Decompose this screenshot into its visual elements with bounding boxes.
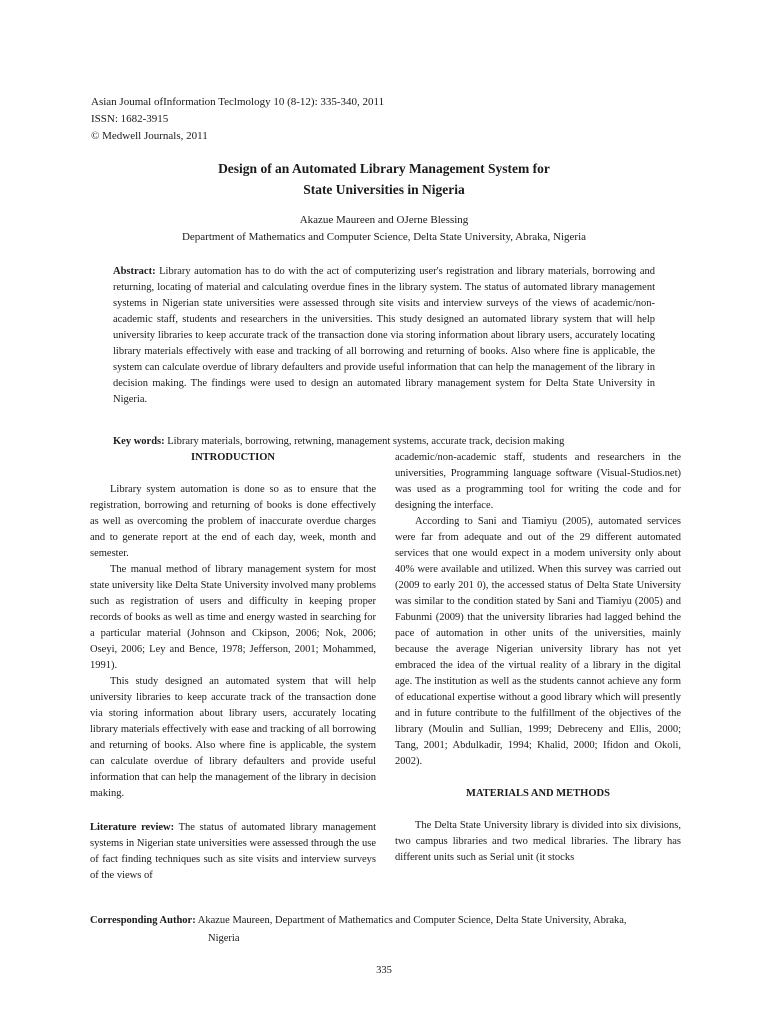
- corresponding-author-text-2: Nigeria: [208, 933, 240, 944]
- literature-review-text: The status of automated library management systems in Nigerian state universities were assessed through the use of fact finding techniques such as site visits and interview surveys of the views of: [90, 822, 377, 881]
- intro-paragraph-1: Library system automation is done so as to ensure that the registration, borrowing and returning of books is done effectively as well as overcoming the problem of inaccurate overdue charges and to generate report at the end of each day, week, month and semester.: [90, 484, 376, 559]
- author-block: [0, 212, 768, 246]
- page-number: 335: [376, 965, 392, 976]
- intro-paragraph-3: This study designed an automated system that will help university libraries to keep accurate track of the transaction done via storing information about library users, accurately locating library materials effectively with ease and tracking of all borrowing and returning of books. Also where fine is applicable, the system can calculate overdue of library defaulters and provide useful information that can help the management of the library in decision making.: [90, 676, 376, 799]
- right-paragraph-2: According to Sani and Tiamiyu (2005), automated services were far from adequate and out of the 29 different automated services that one would expect in a modem university only about 40% were available and utilized. When this survey was carried out (2009 to early 201 0), the accessed status of Delta State University was similar to the condition stated by Sani and Tiamiyu (2005) and Fabunmi (2009) that the university libraries had lagged behind the pace of automation in other units of the universities, mainly because the average Nigerian university library has not yet embraced the idea of the virtual reality of a library in the digital age. The institution as well as the students cannot achieve any form of educational expertise without a good library which will presently and in future contribute to the fulfillment of the objectives of the library (Moulin and Sullian, 1999; Debreceny and Ellis, 2000; Tang, 2001; Abdulkadir, 1994; Khalid, 2000; Ifidon and Okoli, 2002).: [395, 516, 681, 767]
- journal-citation: Asian Joumal ofInformation Teclmology 10 (8-12): 335-340, 2011: [91, 96, 385, 108]
- issn: ISSN: 1682-3915: [91, 113, 169, 125]
- abstract: [113, 264, 655, 408]
- author-names: Akazue Maureen and OJerne Blessing: [299, 214, 469, 226]
- paper-title: [0, 158, 768, 200]
- literature-review-label: Literature review:: [90, 822, 175, 833]
- copyright: © Medwell Journals, 2011: [91, 130, 208, 142]
- keywords-label: Key words:: [113, 436, 165, 447]
- introduction-heading: INTRODUCTION: [190, 452, 275, 463]
- keywords: [113, 434, 564, 450]
- author-affiliation: Department of Mathematics and Computer Science, Delta State University, Abraka, Nigeria: [181, 231, 587, 243]
- materials-methods-heading: MATERIALS AND METHODS: [466, 788, 610, 799]
- corresponding-author: [90, 912, 690, 948]
- abstract-text: Library automation has to do with the act of computerizing user's registration and library materials, borrowing and returning, locating of material and calculating overdue fines in the library system. The status of automated library management systems in Nigerian state universities were assessed through site visits and interview surveys of the views of academic/non-academic staff, students and researchers in the universities. This study designed an automated library system that will help university libraries to keep accurate track of the transaction done via storing information about library users, accurately locating library materials effectively with ease and tracking of all borrowing and returning of books. Also where fine is applicable, the system can calculate overdue of library defaulters and provide useful information that can help the management of the library in decision making. The findings were used to design an automated library management system for Delta State University in Nigeria.: [113, 266, 656, 405]
- title-line-1: Design of an Automated Library Management System for: [218, 161, 550, 176]
- journal-header: [91, 94, 384, 145]
- intro-paragraph-2: The manual method of library management system for most state university like Delta State University involved many problems such as registration of users and difficulty in keeping proper records of books as well as time and energy wasted in searching for a particular material (Johnson and Ckipson, 2006; Nok, 2006; Oseyi, 2006; Ley and Bence, 1978; Jefferson, 2001; Mohammed, 1991).: [90, 564, 376, 671]
- title-line-2: State Universities in Nigeria: [303, 182, 465, 197]
- corresponding-author-text: Akazue Maureen, Department of Mathematics and Computer Science, Delta State University, Abraka,: [197, 915, 627, 926]
- right-column: [395, 450, 681, 866]
- abstract-label: Abstract:: [113, 266, 156, 277]
- keywords-text: Library materials, borrowing, retwning, management systems, accurate track, decision making: [167, 436, 565, 447]
- left-column: [90, 450, 376, 884]
- corresponding-author-label: Corresponding Author:: [90, 915, 196, 926]
- methods-paragraph-1: The Delta State University library is divided into six divisions, two campus libraries and two medical libraries. The library has different units such as Serial unit (it stocks: [395, 820, 681, 863]
- right-paragraph-1: academic/non-academic staff, students and researchers in the universities, Programming language software (Visual-Studios.net) was used as a programming tool for writing the code and for designing the interface.: [395, 452, 681, 511]
- literature-review: [90, 820, 376, 884]
